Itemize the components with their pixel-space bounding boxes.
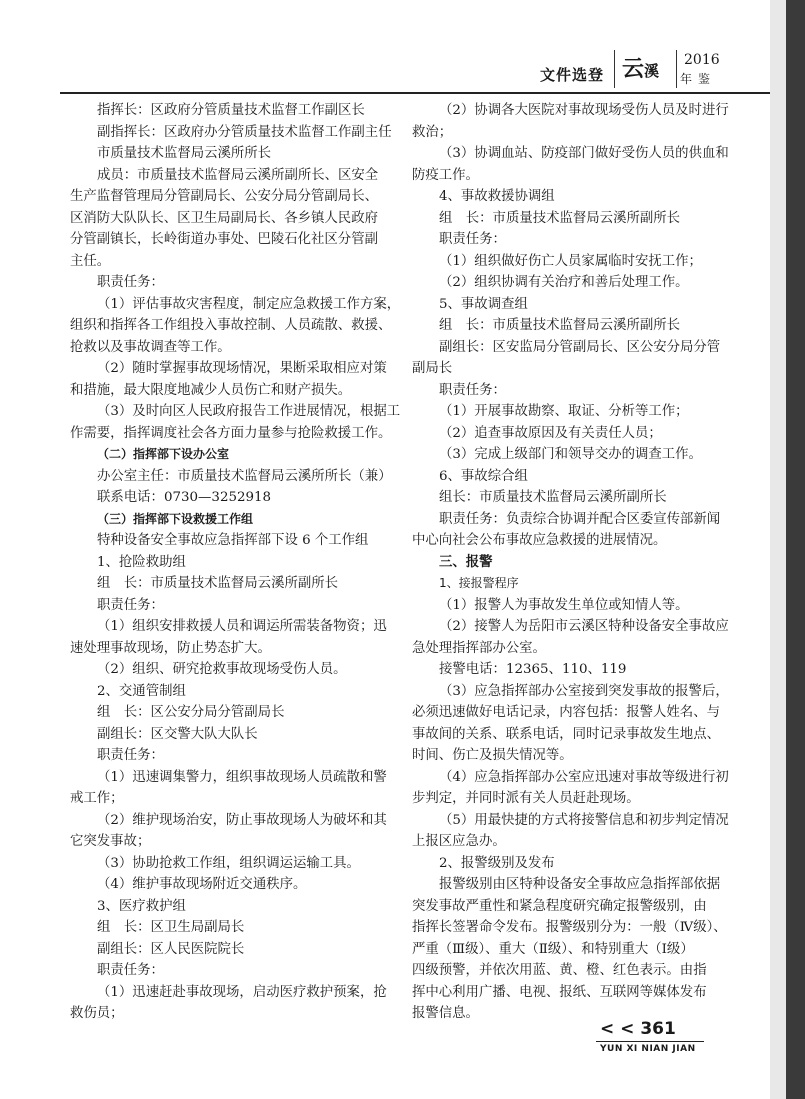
text-line: 副组长：区安监局分管副局长、区公安分局分管 [439,339,721,355]
text-line: 指挥长：区政府分管质量技术监督工作副区长 [97,103,365,118]
text-line: 组长：市质量技术监督局云溪所副所长 [439,490,667,505]
text-line: 必须迅速做好电话记录，内容包括：报警人姓名、与 [412,705,720,720]
subheading: 1、接报警程序 [439,576,519,590]
text-line: （3）及时向区人民政府报告工作进展情况，根据工 [97,404,401,419]
text-line: 职责任务： [439,232,506,247]
text-line: 区消防大队队长、区卫生局副局长、各乡镇人民政府 [70,210,378,226]
text-line: 防疫工作。 [412,167,479,183]
text-line: 办公室主任：市质量技术监督局云溪所所长（兼） [97,468,392,484]
text-line: 市质量技术监督局云溪所所长 [97,146,272,161]
text-line: （3）完成上级部门和领导交办的调查工作。 [439,447,702,462]
left-column [70,100,401,1025]
text-line: （1）迅速调集警力，组织事故现场人员疏散和警 [97,769,387,785]
page-edge-dark [786,0,805,1099]
text-line: 分管副镇长，长岭街道办事处、巴陵石化社区分管副 [70,232,378,247]
text-line: 上报区应急办。 [412,834,506,849]
text-line: 副组长：区交警大队大队长 [97,726,258,742]
right-column [412,100,742,1025]
text-line: 事故间的关系、联系电话，同时记录事故发生地点、 [412,726,720,742]
footer-english-title: YUN XI NIAN JIAN [600,1044,696,1054]
text-line: 挥中心利用广播、电视、报纸、互联网等媒体发布 [412,984,707,1000]
text-line: 中心向社会公布事故应急救援的进展情况。 [412,533,667,548]
text-line: 特种设备安全事故应急指挥部下设 6 个工作组 [97,533,369,548]
text-line: 时间、伤亡及损失情况等。 [412,748,573,763]
text-line: 组 长：区公安分局分管副局长 [97,705,285,720]
text-line: 作需要，指挥调度社会各方面力量参与抢险救援工作。 [70,425,392,441]
yearbook-logo [622,52,659,83]
text-line: 救治； [412,124,453,140]
text-line: 严重（Ⅲ级）、重大（Ⅱ级）、和特别重大（Ⅰ级） [412,941,694,957]
text-line: 组 长：市质量技术监督局云溪所副所长 [439,210,681,226]
text-line: 抢救以及事故调查等工作。 [70,339,231,355]
text-line: 突发事故严重性和紧急程度研究确定报警级别，由 [412,898,707,914]
text-line: 生产监督管理局分管副局长、公安分局分管副局长、 [70,189,378,204]
footer-rule [596,1041,704,1042]
text-line: 职责任务： [97,275,164,290]
logo-char-1: 云 [622,56,645,82]
text-line: （3）应急指挥部办公室接到突发事故的报警后， [439,683,729,699]
text-line: （2）接警人为岳阳市云溪区特种设备安全事故应 [439,619,729,634]
text-line: 组 长：市质量技术监督局云溪所副所长 [97,576,339,591]
text-line: 报警级别由区特种设备安全事故应急指挥部依据 [439,877,721,892]
text-line: 四级预警，并依次用蓝、黄、橙、红色表示。由指 [412,963,707,978]
text-line: （2）维护现场治安，防止事故现场人为破坏和其 [97,812,387,828]
text-line: （1）报警人为事故发生单位或知情人等。 [439,597,689,613]
text-line: 2、交通管制组 [97,683,186,699]
text-line: （4）应急指挥部办公室应迅速对事故等级进行初 [439,769,729,785]
text-line: 4、事故救援协调组 [439,189,555,204]
logo-char-2: 溪 [644,62,660,80]
text-line: 速处理事故现场，防止势态扩大。 [70,640,271,656]
text-line: 副指挥长：区政府办分管质量技术监督工作副主任 [97,124,392,140]
text-line: 职责任务：负责综合协调并配合区委宣传部新闻 [439,511,721,527]
text-line: 联系电话：0730—3252918 [97,490,272,505]
text-line: 组 长：市质量技术监督局云溪所副所长 [439,318,681,333]
text-line: （2）追查事故原因及有关责任人员； [439,425,662,441]
text-line: 组织和指挥各工作组投入事故控制、人员疏散、救援、 [70,318,392,333]
text-line: 接警电话：12365、110、119 [439,662,627,677]
subheading: （二）指挥部下设办公室 [97,447,230,461]
text-line: 指挥长签署命令发布。报警级别分为：一般（Ⅳ级）、 [412,920,727,935]
text-line: 救伤员； [70,1006,124,1021]
text-line: 它突发事故； [70,834,151,849]
text-line: 和措施，最大限度地减少人员伤亡和财产损失。 [70,382,352,398]
text-line: 职责任务： [439,382,506,398]
text-line: （2）协调各大医院对事故现场受伤人员及时进行 [439,103,729,118]
text-line: 步判定，并同时派有关人员赶赴现场。 [412,791,640,806]
header-separator-2 [676,50,677,88]
section-title: 文件选登 [540,66,605,84]
header-separator [614,50,615,88]
yearbook-year: 2016 [684,52,720,68]
yearbook-label: 年鉴 [680,72,717,86]
text-line: 急处理指挥部办公室。 [412,640,546,656]
subheading: （三）指挥部下设救援工作组 [97,511,254,526]
text-line: 职责任务： [97,748,164,763]
text-line: 5、事故调查组 [439,296,528,312]
text-line: 职责任务： [97,597,164,613]
page-number: < < 361 [600,1019,676,1039]
text-line: （3）协助抢救工作组，组织调运运输工具。 [97,855,360,871]
text-line: （1）组织做好伤亡人员家属临时安抚工作； [439,253,702,269]
header-rule [60,92,770,94]
text-line: 报警信息。 [412,1006,479,1021]
text-line: 戒工作； [70,791,124,806]
text-line: 组 长：区卫生局副局长 [97,920,245,935]
text-line: （2）组织、研究抢救事故现场受伤人员。 [97,662,347,677]
text-line: （2）随时掌握事故现场情况，果断采取相应对策 [97,361,387,376]
text-line: （2）组织协调有关治疗和善后处理工作。 [439,275,689,290]
text-line: （1）评估事故灾害程度，制定应急救援工作方案， [97,296,401,312]
text-line: （1）组织安排救援人员和调运所需装备物资；迅 [97,619,387,634]
text-line: 副组长：区人民医院院长 [97,941,245,957]
section-heading: 三、报警 [439,554,493,570]
page-edge-light [770,0,786,1099]
text-line: （4）维护事故现场附近交通秩序。 [97,877,307,892]
text-line: 职责任务： [97,963,164,978]
text-line: 3、医疗救护组 [97,898,186,914]
text-line: 1、抢险救助组 [97,554,186,570]
text-line: 副局长 [412,361,453,376]
text-line: 成员：市质量技术监督局云溪所副所长、区安全 [97,167,379,183]
text-line: （5）用最快捷的方式将接警信息和初步判定情况 [439,812,729,828]
text-line: 2、报警级别及发布 [439,855,555,871]
text-line: 6、事故综合组 [439,468,528,484]
text-line: （1）迅速赶赴事故现场，启动医疗救护预案，抢 [97,984,387,1000]
text-line: （1）开展事故勘察、取证、分析等工作； [439,404,689,419]
text-line: （3）协调血站、防疫部门做好受伤人员的供血和 [439,146,729,161]
text-line: 主任。 [70,253,111,269]
